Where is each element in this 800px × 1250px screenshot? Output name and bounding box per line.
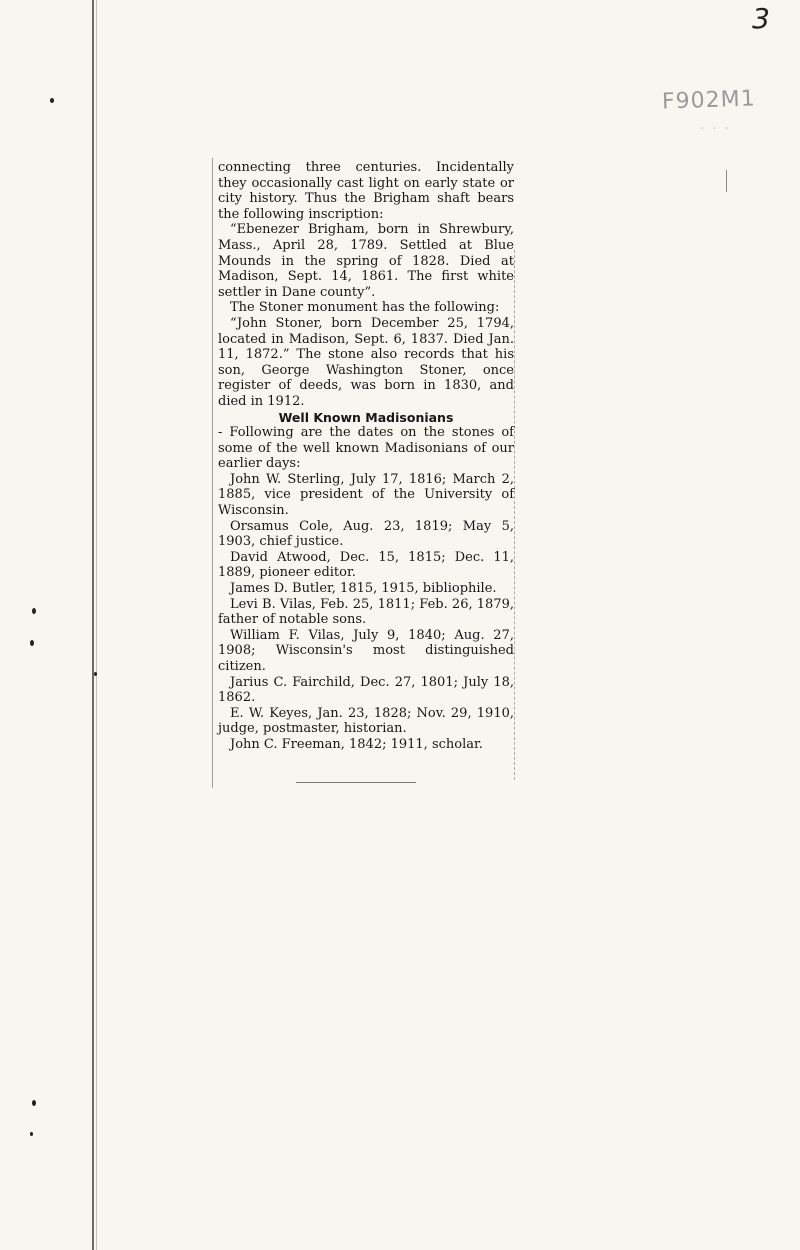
scan-speck (32, 608, 36, 614)
article-intro: connecting three centuries. Incidentally they occasionally cast light on early state or city history. Thus the Brigham shaft bears the following inscription: (218, 160, 514, 222)
list-item: John W. Sterling, July 17, 1816; March 2, 1885, vice president of the University of Wisconsin. (218, 471, 514, 519)
end-rule (296, 782, 416, 783)
pencil-tick-mark (726, 170, 727, 192)
article-column (218, 160, 514, 753)
binding-edge-shadow (96, 0, 97, 1250)
page-number: 3 (752, 2, 770, 35)
list-intro: - Following are the dates on the stones of some of the well known Madisonians of our earlier days: (218, 425, 514, 472)
scan-speck (50, 98, 54, 103)
scan-speck (30, 1132, 33, 1136)
stoner-inscription: “John Stoner, born December 25, 1794, located in Madison, Sept. 6, 1837. Died Jan. 11, 1872.” The stone also records that his son, George Washington Stoner, once register of deeds, was born in 1830, and died in 1912. (218, 315, 514, 409)
list-item: James D. Butler, 1815, 1915, bibliophile. (230, 581, 497, 597)
scan-speck (32, 1100, 36, 1106)
scan-speck (30, 640, 34, 646)
brigham-inscription: “Ebenezer Brigham, born in Shrewbury, Mass., April 28, 1789. Settled at Blue Mounds in the spring of 1828. Died at Madison, Sept. 14, 1861. The first white settler in Dane county”. (218, 222, 514, 300)
list-item: Jarius C. Fairchild, Dec. 27, 1801; July 18, 1862. (218, 674, 514, 706)
stoner-intro: The Stoner monument has the following: (230, 300, 500, 316)
pencil-annotation: F902M1 (661, 86, 757, 115)
scan-speck (94, 672, 97, 676)
list-item: William F. Vilas, July 9, 1840; Aug. 27, 1908; Wisconsin's most distinguished citizen. (218, 627, 514, 674)
list-item: David Atwood, Dec. 15, 1815; Dec. 11, 1889, pioneer editor. (218, 549, 514, 581)
list-item: John C. Freeman, 1842; 1911, scholar. (230, 736, 483, 752)
faint-pencil-mark: · · · (700, 122, 731, 137)
newspaper-clipping (204, 160, 522, 788)
binding-edge-line (92, 0, 94, 1250)
list-item: Levi B. Vilas, Feb. 25, 1811; Feb. 26, 1879, father of notable sons. (218, 596, 514, 628)
subheading: Well Known Madisonians (278, 409, 454, 425)
list-item: E. W. Keyes, Jan. 23, 1828; Nov. 29, 1910, judge, postmaster, historian. (218, 705, 514, 737)
list-item: Orsamus Cole, Aug. 23, 1819; May 5, 1903, chief justice. (218, 518, 514, 550)
